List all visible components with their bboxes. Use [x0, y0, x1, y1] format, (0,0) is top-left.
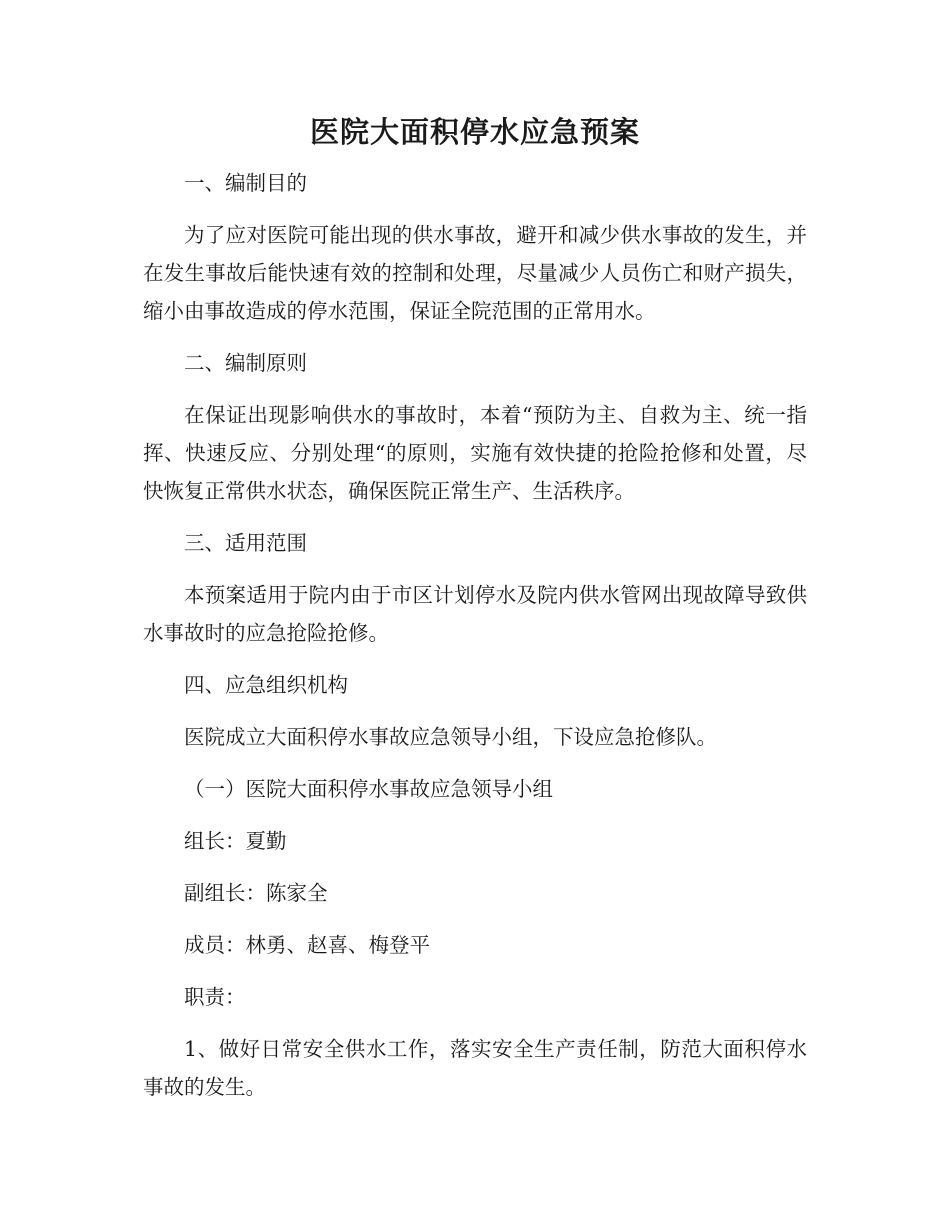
section-heading-purpose: 一、编制目的: [184, 171, 307, 195]
group-members: 成员：林勇、赵喜、梅登平: [184, 933, 430, 957]
section-heading-organization: 四、应急组织机构: [184, 673, 348, 697]
section-heading-principles: 二、编制原则: [184, 351, 307, 375]
paragraph-purpose: 为了应对医院可能出现的供水事故，避开和减少供水事故的发生，并在发生事故后能快速有效的控制和处理，尽量减少人员伤亡和财产损失，缩小由事故造成的停水范围，保证全院范围的正常用水。: [143, 223, 807, 323]
paragraph-principles: 在保证出现影响供水的事故时，本着“预防为主、自救为主、统一指挥、快速反应、分别处理“的原则，实施有效快捷的抢险抢修和处置，尽快恢复正常供水状态，确保医院正常生产、生活秩序。: [143, 403, 807, 503]
duty-item-1: 1、做好日常安全供水工作，落实安全生产责任制，防范大面积停水事故的发生。: [143, 1037, 807, 1099]
group-leader: 组长：夏勤: [184, 829, 287, 853]
subsection-heading-leadership-group: （一）医院大面积停水事故应急领导小组: [184, 777, 553, 801]
document-body: [143, 164, 807, 1120]
section-heading-scope: 三、适用范围: [184, 531, 307, 555]
deputy-group-leader: 副组长：陈家全: [184, 881, 328, 905]
paragraph-organization: 医院成立大面积停水事故应急领导小组，下设应急抢修队。: [184, 725, 717, 749]
paragraph-scope: 本预案适用于院内由于市区计划停水及院内供水管网出现故障导致供水事故时的应急抢险抢修。: [143, 583, 807, 645]
duties-label: 职责：: [184, 985, 246, 1009]
document-title: 医院大面积停水应急预案: [309, 115, 640, 149]
